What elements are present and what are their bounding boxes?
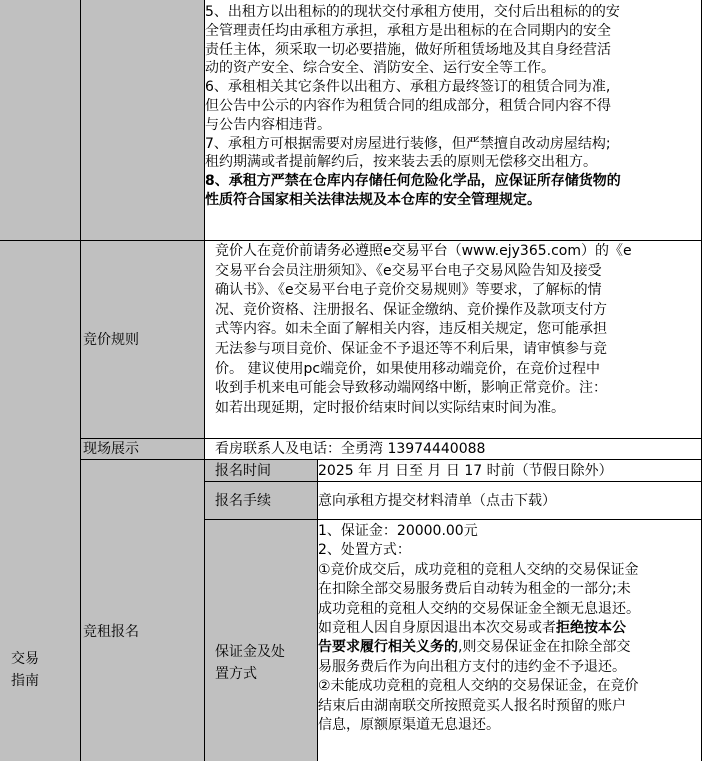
- rental-term-line: 全管理责任均由承租方承担，承租方是出租标的在合同期内的安全: [205, 22, 611, 39]
- registration-label-cell: [81, 460, 205, 761]
- rental-term-line: 租约期满或者提前解约后，按来装去丢的原则无偿移交出租方。: [205, 154, 597, 171]
- bidding-rule-line: 况、竞价资格、注册报名、保证金缴纳、竞价操作及款项支付方: [215, 301, 607, 318]
- registration-time-cell: [318, 460, 702, 482]
- deposit-line: 结束后由湖南联交所按照竞买人报名时预留的账户: [318, 697, 626, 714]
- rental-term-line: 与公告内容相违背。: [205, 116, 331, 133]
- site-display-label: 现场展示: [83, 441, 139, 457]
- rental-term-line: 责任主体，须采取一切必要措施，做好所租赁场地及其自身经营活: [205, 41, 611, 58]
- bidding-rule-line: 无法参与项目竞价、保证金不予退还等不利后果，请审慎参与竞: [215, 340, 607, 357]
- registration-procedure-cell: [318, 482, 702, 520]
- deposit-line: 成功竞租的竞租人交纳的交易保证金全额无息退还。: [318, 600, 640, 617]
- bidding-rule-line: 价。 建议使用pc端竞价，如果使用移动端竞价，在竞价过程中: [215, 360, 601, 377]
- bidding-rules-label-cell: [81, 241, 205, 439]
- trade-guide-label-line1: 交易: [11, 651, 39, 667]
- deposit-label-cell: [205, 520, 318, 761]
- bidding-rule-line: 确认书》、《e交易平台电子竞价交易规则》等要求，了解标的情: [215, 282, 602, 299]
- deposit-cell: [318, 520, 702, 761]
- deposit-line: 1、保证金：20000.00元: [318, 523, 478, 539]
- rental-term-line: 5、出租方以出租标的的现状交付承租方使用，交付后出租标的的安: [205, 4, 620, 20]
- deposit-label-line2: 置方式: [215, 666, 257, 682]
- deposit-text: [318, 522, 640, 735]
- rental-term-bold-line: 8、承租方严禁在仓库内存储任何危险化学品，应保证所存储货物的: [205, 173, 621, 190]
- registration-time-label: 报名时间: [215, 462, 271, 479]
- registration-time-value: 2025 年 月 日至 月 日 17 时前（节假日除外）: [318, 462, 613, 479]
- bidding-rules-cell: [205, 241, 702, 439]
- site-display-value: 看房联系人及电话：全勇湾 13974440088: [215, 441, 486, 457]
- rental-terms-cell: [205, 0, 702, 241]
- registration-time-label-cell: [205, 460, 318, 482]
- deposit-line: 2、处置方式：: [318, 542, 411, 559]
- rental-term-line: 动的资产安全、综合安全、消防安全、运行安全等工作。: [205, 60, 555, 77]
- deposit-mixed-line: [318, 619, 640, 638]
- deposit-label: [215, 641, 285, 685]
- deposit-line: 信息，原额原渠道无息退还。: [318, 717, 500, 734]
- deposit-line: 易服务费后作为向出租方支付的违约金不予退还。: [318, 658, 626, 675]
- bidding-rules-label: 竞价规则: [83, 331, 139, 348]
- bidding-rule-line: 如若出现延期，定时报价结束时间以实际结束时间为准。: [215, 399, 565, 416]
- top-col2-cell: [81, 0, 205, 241]
- deposit-mixed-bold1: 拒绝按本公: [556, 620, 626, 637]
- deposit-line: 在扣除全部交易服务费后自动转为租金的一部分;未: [318, 581, 631, 598]
- top-col1-cell: [0, 0, 81, 241]
- rental-term-bold-line: 性质符合国家相关法律法规及本仓库的安全管理规定。: [205, 191, 541, 208]
- rental-term-line: 6、承租相关其它条件以出租方、承租方最终签订的租赁合同为准,: [205, 79, 611, 96]
- bidding-rule-line: 交易平台会员注册须知》、《e交易平台电子交易风险告知及接受: [215, 262, 602, 279]
- deposit-mixed-pre: 如竞租人因自身原因退出本次交易或者: [318, 620, 556, 637]
- site-display-cell: [205, 439, 702, 460]
- deposit-label-line1: 保证金及处: [215, 644, 285, 660]
- bidding-rules-text: [215, 242, 632, 418]
- rental-term-line: 7、承租方可根据需要对房屋进行装修，但严禁擅自改动房屋结构;: [205, 135, 611, 152]
- rental-terms-text: [205, 3, 621, 210]
- trade-guide-label-line2: 指南: [11, 673, 39, 689]
- rental-term-line: 但公告中公示的内容作为租赁合同的组成部分，租赁合同内容不得: [205, 97, 611, 114]
- registration-label: 竞租报名: [83, 624, 139, 640]
- bidding-rule-line: 收到手机来电可能会导致移动端网络中断，影响正常竞价。注：: [215, 380, 607, 397]
- bidding-rule-line: 式等内容。如未全面了解相关内容，违反相关规定，您可能承担: [215, 321, 607, 338]
- deposit-line: ①竞价成交后，成功竞租的竞租人交纳的交易保证金: [318, 561, 639, 578]
- bidding-rule-line: 竞价人在竞价前请务必遵照e交易平台（www.ejy365.com）的《e: [215, 243, 632, 259]
- deposit-line: ②未能成功竞租的竞租人交纳的交易保证金，在竞价: [318, 678, 639, 695]
- registration-procedure-label: 报名手续: [215, 492, 271, 509]
- deposit-mixed-bold2: 告要求履行相关义务的: [318, 639, 458, 656]
- trade-guide-section-cell: [0, 241, 81, 761]
- material-list-download-link[interactable]: 意向承租方提交材料清单（点击下载）: [318, 492, 556, 509]
- deposit-mixed-post: ,则交易保证金在扣除全部交: [458, 639, 631, 656]
- registration-procedure-label-cell: [205, 482, 318, 520]
- site-display-label-cell: [81, 439, 205, 460]
- deposit-mixed-line: [318, 638, 640, 657]
- trade-guide-label: [11, 648, 39, 692]
